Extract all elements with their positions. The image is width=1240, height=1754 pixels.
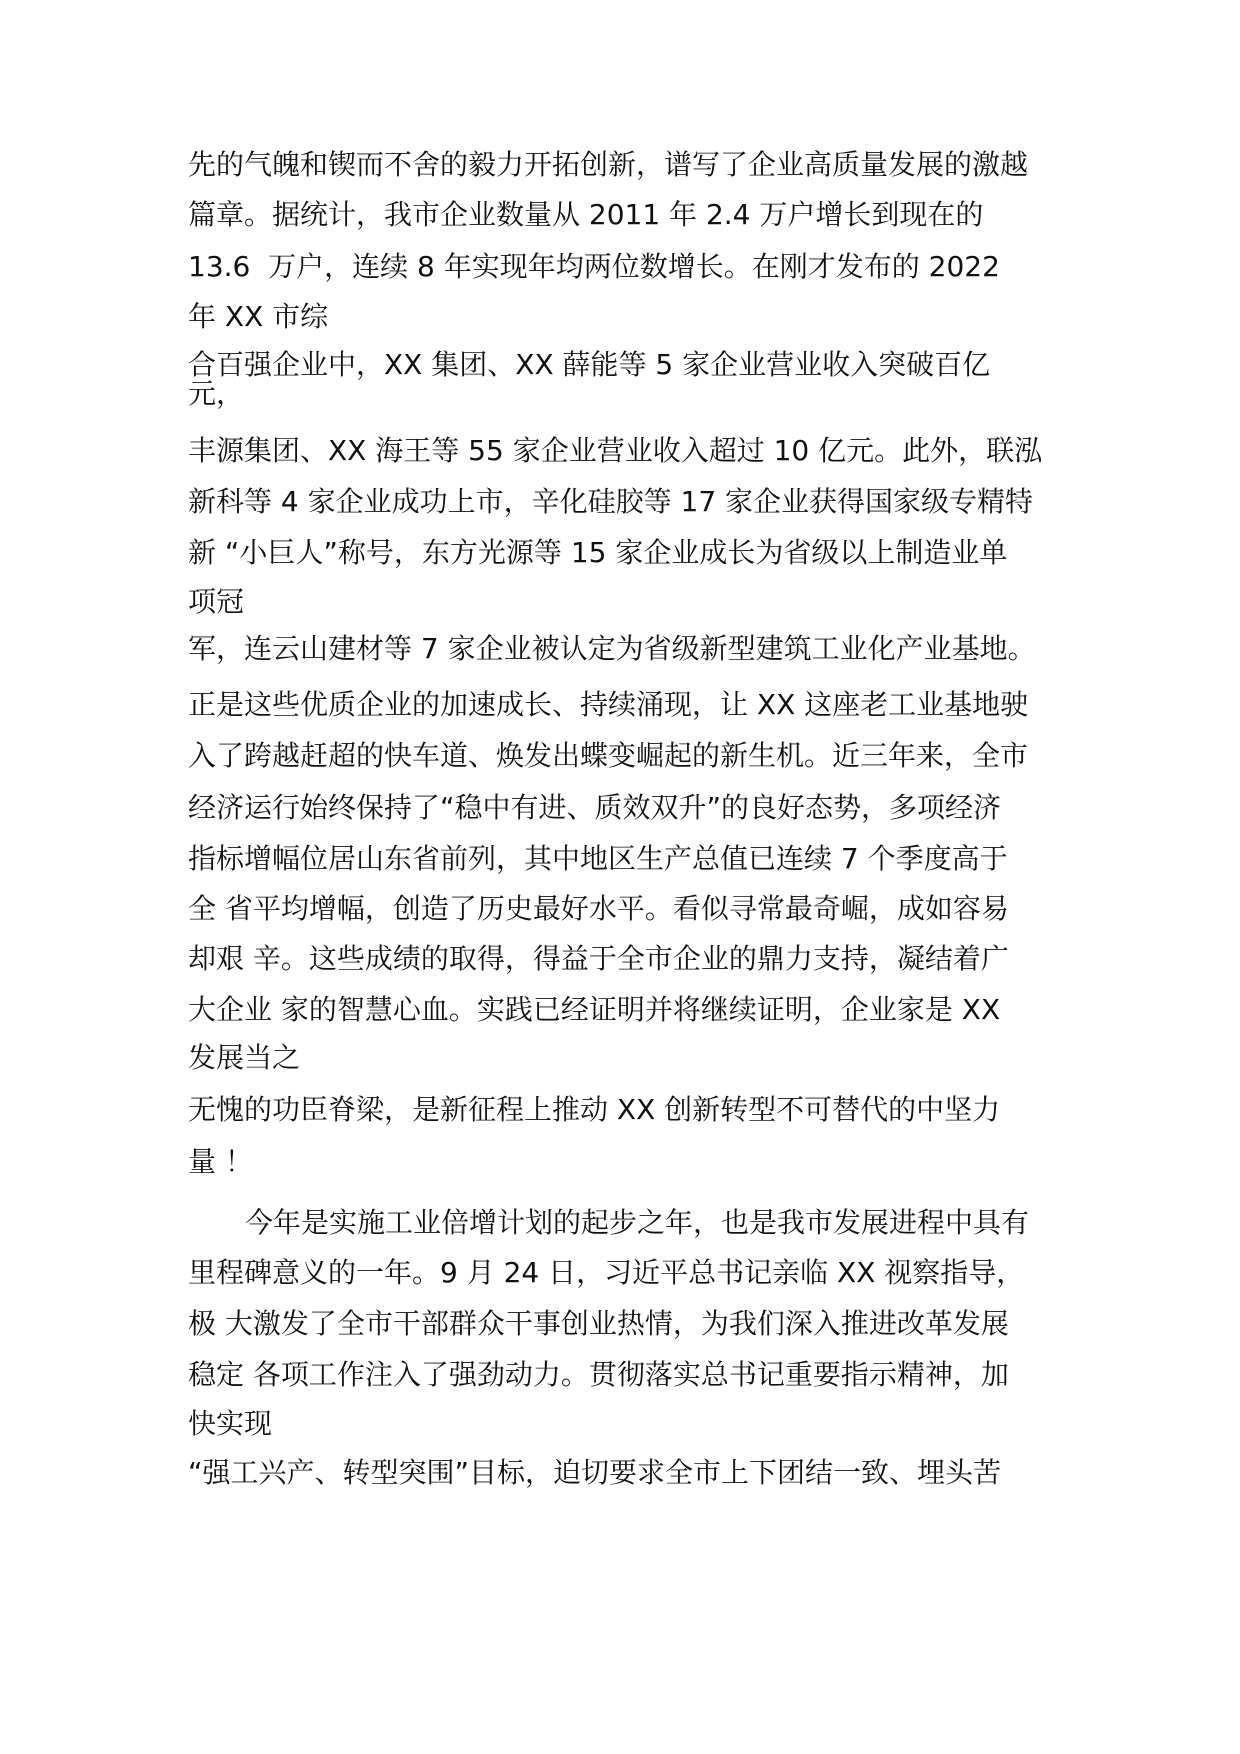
text-line: 篇章。据统计，我市企业数量从 2011 年 2.4 万户增长到现在的	[188, 198, 984, 231]
text-line: 量 ！	[188, 1145, 253, 1178]
text-line: 先的气魄和锲而不舍的毅力开拓创新，谱写了企业高质量发展的激越	[188, 148, 1029, 181]
text-line: 极 大激发了全市干部群众干事创业热情，为我们深入推进改革发展	[188, 1307, 1009, 1340]
text-line: 项冠	[188, 585, 245, 618]
text-line: 13.6 万户，连续 8 年实现年均两位数增长。在刚才发布的 2022	[188, 250, 1000, 283]
text-line: 发展当之	[188, 1041, 301, 1074]
text-line: 稳定 各项工作注入了强劲动力。贯彻落实总书记重要指示精神，加	[188, 1358, 1009, 1391]
text-line: 经济运行始终保持了“稳中有进、质效双升”的良好态势，多项经济	[188, 791, 1002, 824]
text-line: 却艰 辛。这些成绩的取得，得益于全市企业的鼎力支持，凝结着广	[188, 942, 1009, 975]
text-line: 新科等 4 家企业成功上市，辛化硅胶等 17 家企业获得国家级专精特	[188, 485, 1034, 518]
text-line: 军，连云山建材等 7 家企业被认定为省级新型建筑工业化产业基地。	[188, 632, 1036, 665]
text-line: 全 省平均增幅，创造了历史最好水平。看似寻常最奇崛，成如容易	[188, 892, 1009, 925]
text-line: 新 “小巨人”称号，东方光源等 15 家企业成长为省级以上制造业单	[188, 536, 1008, 569]
text-line: 合百强企业中，XX 集团、XX 薛能等 5 家企业营业收入突破百亿	[188, 348, 991, 381]
text-line: 年 XX 市综	[188, 300, 329, 333]
text-line: 正是这些优质企业的加速成长、持续涌现，让 XX 这座老工业基地驶	[188, 688, 1029, 721]
text-line: 快实现	[188, 1407, 273, 1440]
text-line: 丰源集团、XX 海王等 55 家企业营业收入超过 10 亿元。此外，联泓	[188, 434, 1043, 467]
text-line: 元，	[188, 377, 245, 410]
text-line: 无愧的功臣脊梁，是新征程上推动 XX 创新转型不可替代的中坚力	[188, 1093, 1001, 1126]
text-line: “强工兴产、转型突围”目标，迫切要求全市上下团结一致、埋头苦	[188, 1456, 1002, 1489]
text-line: 大企业 家的智慧心血。实践已经证明并将继续证明，企业家是 XX	[188, 993, 1001, 1026]
text-line: 里程碑意义的一年。9 月 24 日，习近平总书记亲临 XX 视察指导，	[188, 1256, 1025, 1289]
text-line: 指标增幅位居山东省前列，其中地区生产总值已连续 7 个季度高于	[188, 842, 1008, 875]
text-line: 今年是实施工业倍增计划的起步之年，也是我市发展进程中具有	[245, 1206, 1030, 1239]
text-line: 入了跨越赶超的快车道、焕发出蝶变崛起的新生机。近三年来，全市	[188, 739, 1029, 772]
